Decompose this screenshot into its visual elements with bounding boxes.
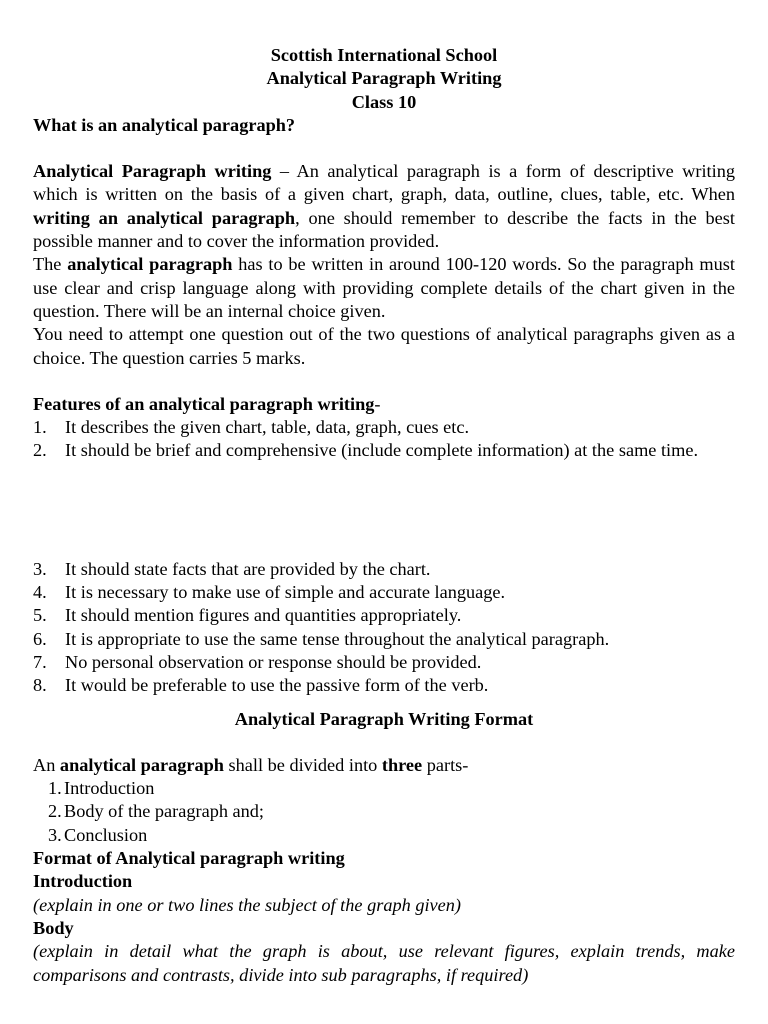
document-title: Analytical Paragraph Writing bbox=[266, 68, 502, 89]
features-list bbox=[33, 416, 735, 463]
introduction-heading: Introduction bbox=[33, 871, 133, 892]
parts-list bbox=[33, 777, 735, 847]
format-heading: Format of Analytical paragraph writing bbox=[33, 848, 345, 869]
body-note: (explain in detail what the graph is about, use relevant figures, explain trends, make comparisons and contrasts, divide into sub paragraphs, if required) bbox=[33, 941, 735, 985]
document-page bbox=[33, 44, 735, 987]
format-intro: An analytical paragraph shall be divided into three parts- bbox=[33, 754, 469, 775]
list-item: 5. It should mention figures and quantities appropriately. bbox=[33, 605, 462, 626]
features-list-continued bbox=[33, 558, 735, 698]
class-label: Class 10 bbox=[351, 91, 417, 112]
list-item: 2. Body of the paragraph and; bbox=[48, 801, 265, 822]
definition-bold-term: Analytical Paragraph writing bbox=[33, 161, 272, 182]
choice-paragraph: You need to attempt one question out of the two questions of analytical paragraphs given as a choice. The question carries 5 marks. bbox=[33, 324, 735, 368]
body-heading: Body bbox=[33, 917, 74, 938]
word-count-paragraph: The analytical paragraph has to be written in around 100-120 words. So the paragraph must use clear and crisp language along with providing complete details of the chart given in the question. There will be an internal choice given. bbox=[33, 254, 735, 321]
list-item: 2. It should be brief and comprehensive (include complete information) at the same time. bbox=[33, 440, 699, 461]
list-item: 3. It should state facts that are provided by the chart. bbox=[33, 558, 431, 579]
what-is-heading: What is an analytical paragraph? bbox=[33, 114, 296, 135]
definition-paragraph: Analytical Paragraph writing – An analytical paragraph is a form of descriptive writing which is written on the basis of a given chart, graph, data, outline, clues, table, etc. When writing an analytical paragraph, one should remember to describe the facts in the best possible manner and to cover the information provided. bbox=[33, 161, 735, 252]
format-title: Analytical Paragraph Writing Format bbox=[234, 708, 534, 729]
list-item: 7. No personal observation or response should be provided. bbox=[33, 651, 482, 672]
features-heading: Features of an analytical paragraph writing- bbox=[33, 393, 381, 414]
list-item: 4. It is necessary to make use of simple and accurate language. bbox=[33, 582, 506, 603]
list-item: 8. It would be preferable to use the passive form of the verb. bbox=[33, 675, 489, 696]
introduction-note: (explain in one or two lines the subject of the graph given) bbox=[33, 894, 462, 915]
list-item: 1. It describes the given chart, table, data, graph, cues etc. bbox=[33, 417, 470, 438]
school-name: Scottish International School bbox=[270, 45, 498, 65]
list-item: 1. Introduction bbox=[48, 778, 155, 799]
list-item: 6. It is appropriate to use the same tense throughout the analytical paragraph. bbox=[33, 628, 610, 649]
list-item: 3. Conclusion bbox=[48, 824, 148, 845]
